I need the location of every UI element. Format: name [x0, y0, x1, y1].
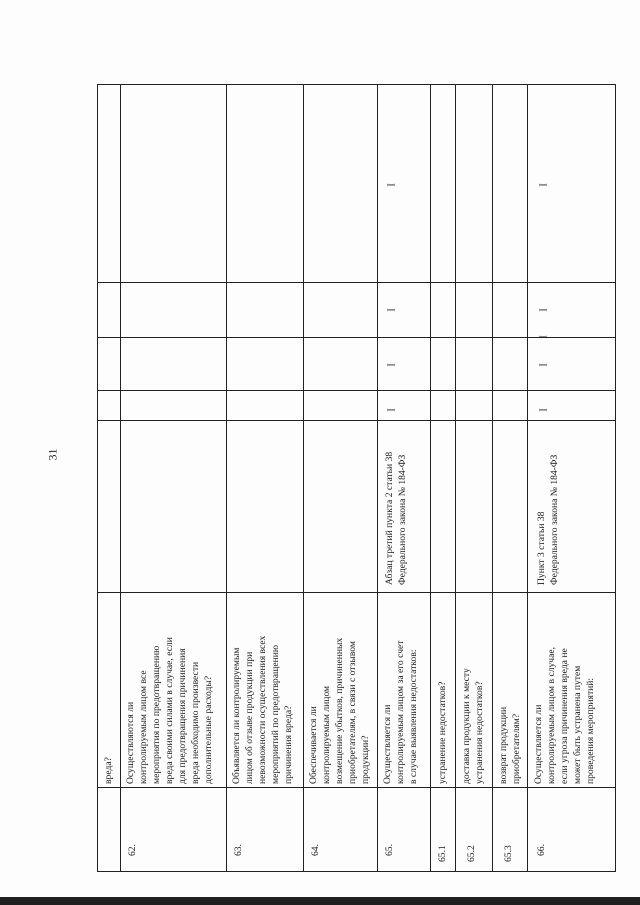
- answer-mark-na: I: [386, 308, 398, 312]
- row-divider: [455, 84, 456, 872]
- row-divider: [377, 84, 378, 872]
- page-number: 31: [45, 448, 60, 461]
- answer-mark-no: I: [538, 363, 550, 367]
- column-divider-na: [97, 282, 616, 283]
- page-bottom-edge: [0, 897, 640, 905]
- question-text: возврат продукции приобретателям?: [498, 706, 522, 784]
- row-divider: [120, 84, 121, 872]
- answer-mark-comment: I: [386, 183, 398, 187]
- answer-mark-comment: I: [538, 183, 550, 187]
- column-divider-yes: [97, 390, 616, 391]
- row-number: 66.: [536, 844, 547, 856]
- question-text: устранение недостатков?: [437, 681, 448, 784]
- question-text: Осуществляются ли контролируемым лицом все мероприятия по предотвращению вреда своими силами в случае, если для предотвращения причинения вреда необходимо произвести дополнительные расходы?: [125, 637, 214, 784]
- question-text: вреда?: [103, 757, 114, 784]
- row-number: 63.: [233, 844, 244, 856]
- row-divider: [492, 84, 493, 872]
- column-divider-question: [97, 592, 616, 593]
- row-number: 64.: [310, 844, 321, 856]
- column-divider-reference: [97, 420, 616, 421]
- column-divider-number: [97, 787, 616, 788]
- row-divider: [430, 84, 431, 872]
- legal-reference: Абзац третий пункта 2 статьи 38 Федерального закона № 184-ФЗ: [384, 451, 408, 585]
- answer-mark-partial: I: [538, 335, 550, 339]
- question-text: Осуществляется ли контролируемым лицом за его счет в случае выявления недостатков:: [382, 640, 419, 784]
- answer-mark-yes: I: [538, 408, 550, 412]
- row-number: 65.2: [466, 845, 477, 862]
- answer-mark-na: I: [538, 308, 550, 312]
- question-text: доставка продукции к месту устранения недостатков?: [461, 668, 485, 784]
- question-text: Объявляется ли контролируемым лицом об отзыве продукции при невозможности осуществления всех мероприятий по предотвращению причинения вреда?: [231, 635, 294, 784]
- row-number: 62.: [127, 844, 138, 856]
- answer-mark-no: I: [386, 363, 398, 367]
- question-text: Осуществляется ли контролируемым лицом в случае, если угроза причинения вреда не может быть устранена путем проведения мероприятий:: [533, 646, 596, 784]
- row-number: 65.3: [503, 845, 514, 862]
- question-text: Обеспечивается ли контролируемым лицом возмещение убытков, причиненных приобретателям, в связи с отзывом продукции?: [308, 637, 371, 784]
- row-divider: [226, 84, 227, 872]
- row-divider: [303, 84, 304, 872]
- row-number: 65.: [384, 844, 395, 856]
- legal-reference: Пункт 3 статьи 38 Федерального закона № 184-ФЗ: [536, 454, 560, 585]
- answer-mark-yes: I: [386, 408, 398, 412]
- row-divider: [527, 84, 528, 872]
- row-number: 65.1: [437, 845, 448, 862]
